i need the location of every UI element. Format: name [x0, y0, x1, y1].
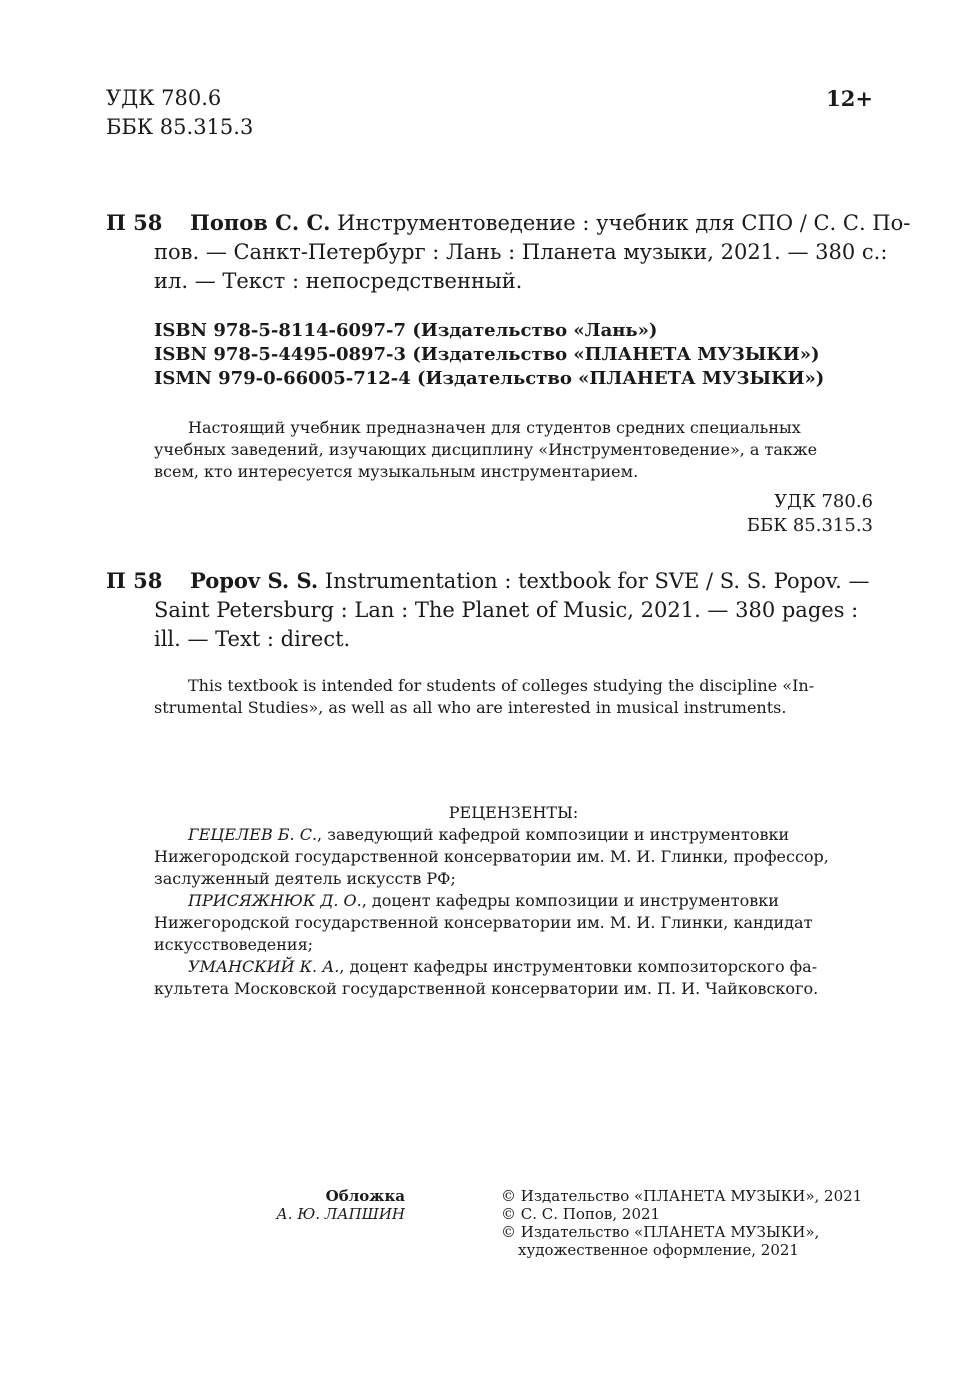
reviewer-2-first: , доцент кафедры композиции и инструментовки [361, 891, 779, 910]
ru-abstract-line-3: всем, кто интересуется музыкальным инструментарием. [154, 462, 639, 481]
age-rating: 12+ [826, 86, 873, 111]
reviewer-3-line-2: культета Московской государственной консерватории им. П. И. Чайковского. [154, 979, 819, 998]
copyright-line-2: © С. С. Попов, 2021 [501, 1205, 661, 1223]
ru-entry-author: Попов С. С. [190, 210, 331, 235]
en-entry-text-3: ill. — Text : direct. [154, 627, 351, 651]
ru-entry [106, 208, 911, 296]
copyright-line-3: © Издательство «ПЛАНЕТА МУЗЫКИ», [501, 1223, 820, 1241]
reviewer-2-line-2: Нижегородской государственной консерватории им. М. И. Глинки, кандидат [154, 913, 813, 932]
ru-abstract-line-2: учебных заведений, изучающих дисциплину «Инструментоведение», а также [154, 440, 818, 459]
en-entry-line-1 [106, 566, 873, 596]
en-entry-author: Popov S. S. [190, 568, 319, 593]
cover-credit [276, 1187, 405, 1223]
en-abstract [154, 675, 873, 719]
isbn-1: ISBN 978-5-8114-6097-7 (Издательство «Лань») [154, 320, 658, 341]
reviewer-2-line-3: искусствоведения; [154, 935, 314, 954]
reviewers-heading: РЕЦЕНЗЕНТЫ: [448, 803, 579, 822]
reviewers-block [154, 802, 873, 1000]
header-udk: УДК 780.6 [106, 86, 222, 110]
ru-bbk: ББК 85.315.3 [746, 515, 873, 536]
ru-entry-text-3: ил. — Текст : непосредственный. [154, 269, 523, 293]
ismn-1: ISMN 979-0-66005-712-4 (Издательство «ПЛАНЕТА МУЗЫКИ») [154, 368, 825, 389]
reviewer-3-first: , доцент кафедры инструментовки композиторского фа- [339, 957, 818, 976]
en-entry-code: П 58 [106, 568, 163, 593]
cover-label: Обложка [325, 1187, 405, 1205]
reviewer-2 [154, 890, 873, 912]
cover-artist: А. Ю. ЛАПШИН [276, 1205, 405, 1223]
reviewer-1-line-2: Нижегородской государственной консерватории им. М. И. Глинки, профессор, [154, 847, 829, 866]
ru-entry-text-2: пов. — Санкт-Петербург : Лань : Планета музыки, 2021. — 380 с.: [154, 240, 888, 264]
header-bbk: ББК 85.315.3 [106, 115, 254, 139]
reviewer-1 [154, 824, 873, 846]
copyright-block [501, 1187, 862, 1259]
reviewer-3 [154, 956, 873, 978]
en-entry [106, 566, 873, 654]
ru-udk: УДК 780.6 [774, 491, 873, 512]
ru-entry-code: П 58 [106, 210, 163, 235]
copyright-line-1: © Издательство «ПЛАНЕТА МУЗЫКИ», 2021 [501, 1187, 863, 1205]
en-entry-text-2: Saint Petersburg : Lan : The Planet of Music, 2021. — 380 pages : [154, 598, 859, 622]
ru-abstract-line-1: Настоящий учебник предназначен для студентов средних специальных [188, 418, 801, 437]
copyright-line-4: художественное оформление, 2021 [518, 1241, 799, 1259]
reviewer-2-name: ПРИСЯЖНЮК Д. О. [188, 891, 362, 910]
reviewer-1-name: ГЕЦЕЛЕВ Б. С. [188, 825, 318, 844]
ru-abstract [154, 417, 873, 483]
isbn-block [154, 319, 824, 391]
isbn-2: ISBN 978-5-4495-0897-3 (Издательство «ПЛАНЕТА МУЗЫКИ») [154, 344, 820, 365]
reviewer-1-line-3: заслуженный деятель искусств РФ; [154, 869, 456, 888]
reviewer-3-name: УМАНСКИЙ К. А. [188, 957, 340, 976]
ru-entry-line-1 [106, 208, 911, 238]
en-abstract-line-2: strumental Studies», as well as all who are interested in musical instruments. [154, 698, 787, 717]
reviewer-1-first: , заведующий кафедрой композиции и инструментовки [317, 825, 790, 844]
ru-classification [747, 490, 873, 538]
en-abstract-line-1: This textbook is intended for students of colleges studying the discipline «In- [188, 676, 815, 695]
en-entry-text-1: Instrumentation : textbook for SVE / S. S. Popov. — [324, 569, 870, 593]
header-classification [106, 84, 253, 142]
ru-entry-text-1: Инструментоведение : учебник для СПО / С. С. По- [337, 211, 911, 235]
